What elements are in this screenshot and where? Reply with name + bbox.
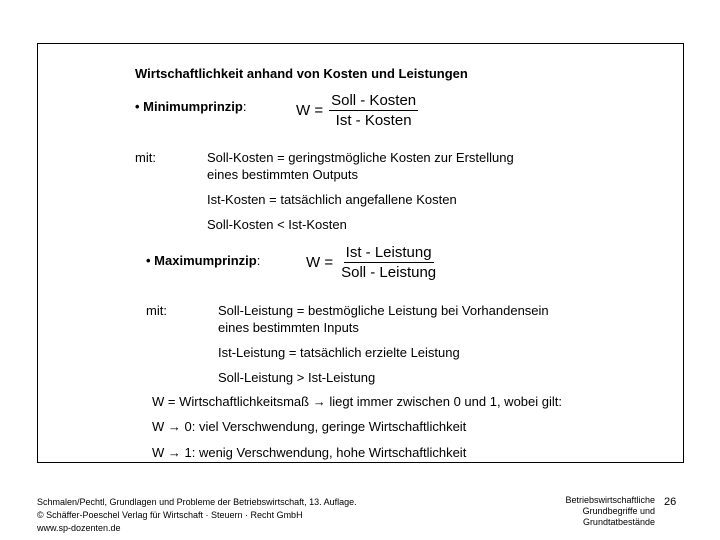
footer-citation-line-1: Schmalen/Pechtl, Grundlagen und Probleme der Betriebswirtschaft, 13. Auflage. — [37, 497, 357, 507]
maximum-formula-lhs: W = — [306, 254, 334, 271]
maximum-formula-denominator: Soll - Leistung — [341, 264, 437, 281]
minimum-formula-denominator: Ist - Kosten — [335, 112, 412, 129]
footer-citation — [37, 496, 357, 535]
maximum-line-3: Ist-Leistung = tatsächlich erzielte Leistung — [218, 345, 460, 360]
minimum-line-4: Soll-Kosten < Ist-Kosten — [207, 217, 347, 232]
maximum-mit-label: mit: — [146, 303, 167, 318]
footer-chapter-line-2: Grundbegriffe und — [582, 506, 655, 516]
minimum-formula-numerator: Soll - Kosten — [331, 92, 417, 109]
maximum-formula-numerator: Ist - Leistung — [345, 244, 432, 261]
minimum-line-2: eines bestimmten Outputs — [207, 167, 359, 182]
maximum-line-2: eines bestimmten Inputs — [218, 320, 359, 335]
maximum-formula — [306, 244, 438, 281]
footer-chapter-line-3: Grundtatbestände — [582, 517, 655, 527]
summary-line-1: W = Wirtschaftlichkeitsmaß → liegt immer zwischen 0 und 1, wobei gilt: — [152, 394, 562, 409]
minimum-heading: • Minimumprinzip: — [135, 99, 247, 114]
footer-citation-line-2: © Schäffer-Poeschel Verlag für Wirtschaft · Steuern · Recht GmbH — [37, 510, 303, 520]
page-number: 26 — [664, 496, 677, 508]
minimum-line-1: Soll-Kosten = geringstmögliche Kosten zur Erstellung — [207, 150, 514, 165]
minimum-formula — [296, 92, 418, 129]
maximum-line-1: Soll-Leistung = bestmögliche Leistung bei Vorhandensein — [218, 303, 549, 318]
slide-title: Wirtschaftlichkeit anhand von Kosten und Leistungen — [135, 66, 468, 81]
footer-chapter-line-1: Betriebswirtschaftliche — [565, 495, 655, 505]
footer-chapter — [540, 495, 655, 528]
maximum-heading: • Maximumprinzip: — [146, 253, 261, 268]
summary-line-3: W → 1: wenig Verschwendung, hohe Wirtschaftlichkeit — [152, 445, 467, 460]
maximum-line-4: Soll-Leistung > Ist-Leistung — [218, 370, 376, 385]
minimum-line-3: Ist-Kosten = tatsächlich angefallene Kosten — [207, 192, 457, 207]
footer-citation-line-3: www.sp-dozenten.de — [37, 523, 121, 533]
minimum-formula-lhs: W = — [296, 102, 324, 119]
summary-line-2: W → 0: viel Verschwendung, geringe Wirtschaftlichkeit — [152, 419, 467, 434]
minimum-mit-label: mit: — [135, 150, 156, 165]
